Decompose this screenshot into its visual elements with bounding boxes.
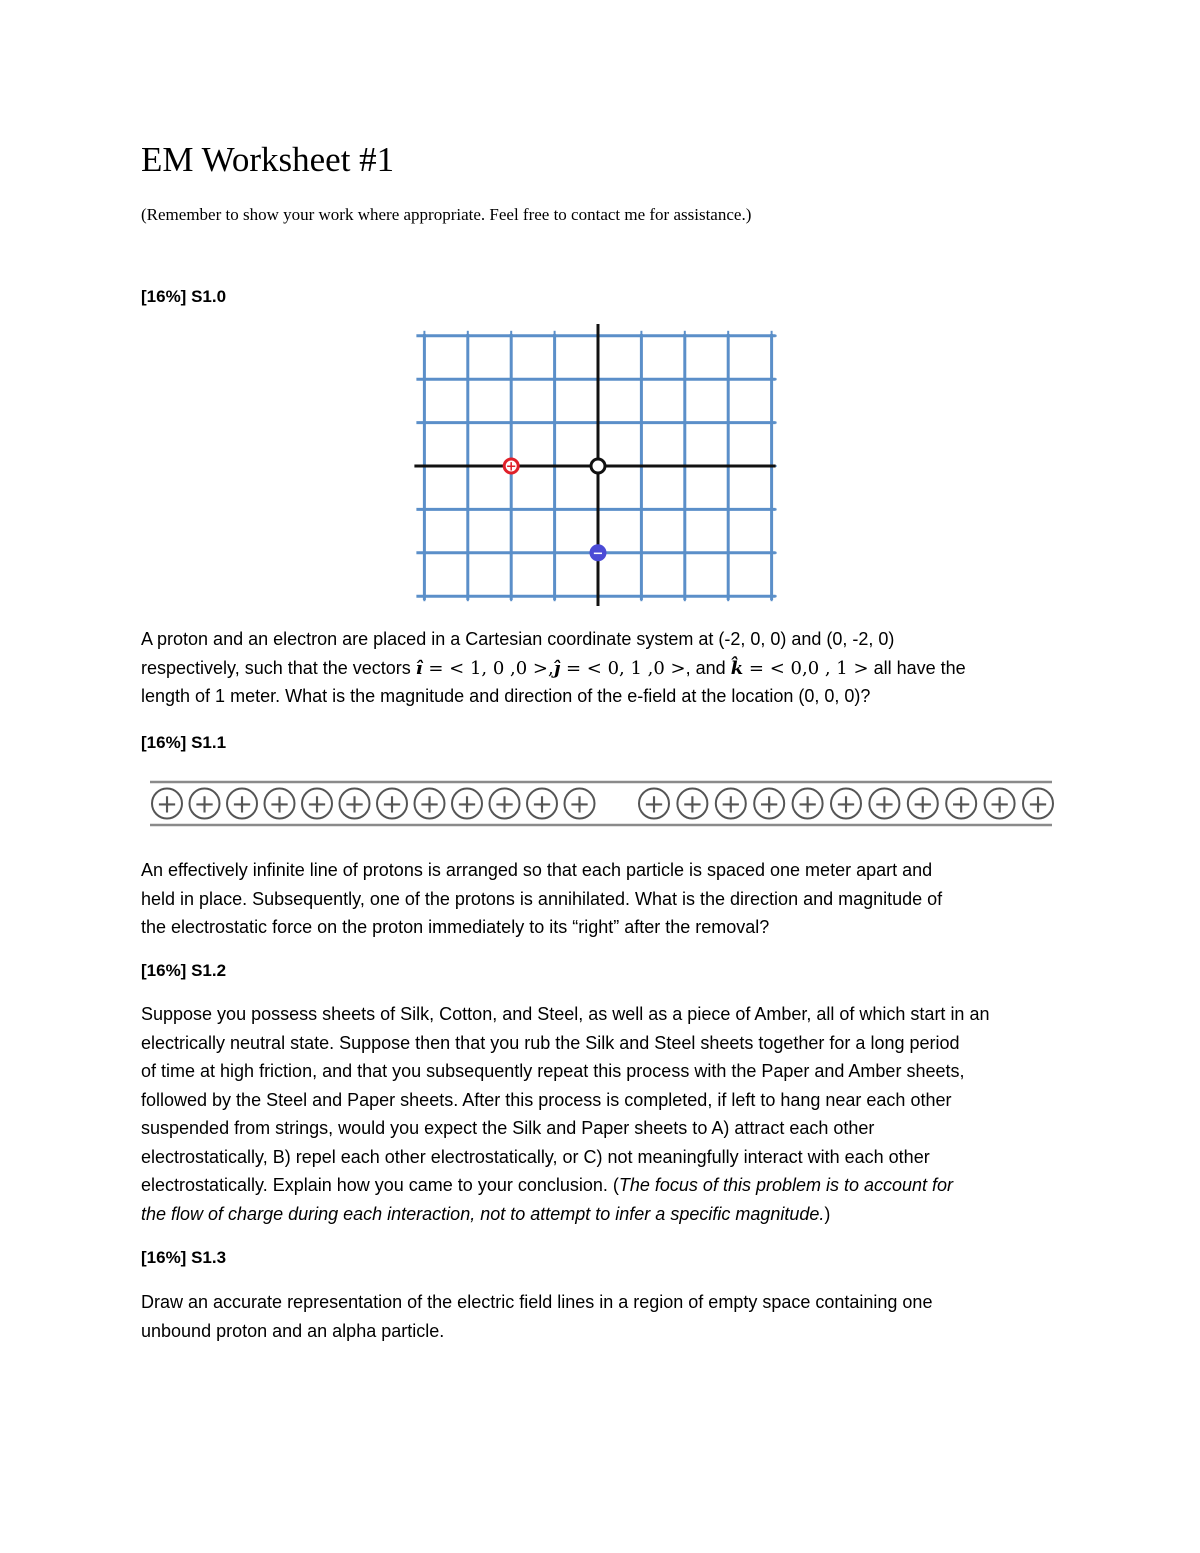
s13-line-1: Draw an accurate representation of the electric field lines in a region of empty space containing one — [141, 1292, 933, 1312]
line-proton-sign: + — [796, 789, 819, 820]
k-hat-symbol: k̂ — [730, 657, 744, 679]
s11-line-3: the electrostatic force on the proton immediately to its “right” after the removal? — [141, 917, 770, 937]
s12-text: electrostatically. Explain how you came to your conclusion. ( — [141, 1175, 619, 1195]
line-proton-sign: + — [531, 789, 553, 820]
line-proton-sign: + — [1027, 789, 1049, 820]
line-proton-sign: + — [758, 789, 781, 820]
origin-marker — [591, 459, 605, 473]
s11-question — [141, 856, 942, 942]
k-hat-vector: = < 0,0 , 1 > — [743, 657, 869, 679]
page-title: EM Worksheet #1 — [141, 140, 395, 179]
line-proton-sign: + — [835, 789, 857, 820]
s12-line-7 — [141, 1171, 989, 1200]
s13-heading: [16%] S1.3 — [141, 1248, 227, 1267]
j-hat-vector: = < 0, 1 ,0 > — [560, 657, 686, 679]
s12-line-2: electrically neutral state. Suppose then that you rub the Silk and Steel sheets together for a long period — [141, 1032, 960, 1053]
s12-line-8 — [141, 1200, 989, 1229]
s10-text: all have the — [868, 657, 966, 678]
line-proton-sign: + — [719, 789, 742, 820]
s12-line-4: followed by the Steel and Paper sheets. After this process is completed, if left to hang near each other — [141, 1089, 952, 1110]
s10-line-3: length of 1 meter. What is the magnitude and direction of the e-field at the location (0, 0, 0)? — [141, 686, 871, 706]
line-proton-sign: + — [343, 789, 366, 820]
line-proton-sign: + — [193, 789, 216, 820]
s12-heading: [16%] S1.2 — [141, 961, 227, 980]
line-proton-sign: + — [911, 789, 934, 820]
line-proton-sign: + — [231, 789, 253, 820]
line-proton-sign: + — [381, 789, 403, 820]
i-hat-symbol: ı̂ — [415, 657, 423, 679]
line-proton-sign: + — [493, 789, 516, 820]
s12-line-1: Suppose you possess sheets of Silk, Cotton, and Steel, as well as a piece of Amber, all of which start in an — [141, 1004, 990, 1024]
cartesian-grid-figure — [410, 322, 790, 610]
s12-line-6: electrostatically, B) repel each other electrostatically, or C) not meaningfully interact with each other — [141, 1146, 930, 1167]
line-proton-sign: + — [988, 789, 1011, 820]
s11-heading: [16%] S1.1 — [141, 733, 227, 752]
line-proton-sign: + — [268, 789, 291, 820]
s13-line-2: unbound proton and an alpha particle. — [141, 1320, 445, 1341]
s10-text: respectively, such that the vectors — [141, 657, 416, 678]
line-proton-sign: + — [418, 789, 441, 820]
s11-line-2: held in place. Subsequently, one of the protons is annihilated. What is the direction and magnitude of — [141, 888, 943, 909]
electron-sign: − — [592, 546, 604, 562]
s10-line-2 — [141, 654, 966, 683]
proton-row — [152, 789, 1053, 820]
line-proton-sign: + — [306, 789, 328, 820]
line-proton-sign: + — [568, 789, 591, 820]
line-proton-sign: + — [156, 789, 178, 820]
s10-heading: [16%] S1.0 — [141, 287, 227, 306]
instructions: (Remember to show your work where appropriate. Feel free to contact me for assistance.) — [141, 205, 752, 224]
line-proton-sign: + — [643, 789, 665, 820]
s12-question — [141, 1000, 989, 1228]
j-hat-symbol: ȷ̂ — [553, 657, 561, 679]
s12-italic-note: the flow of charge during each interaction, not to attempt to infer a specific magnitude. — [141, 1203, 825, 1224]
s10-text: , and — [685, 657, 731, 678]
line-proton-sign: + — [681, 789, 704, 820]
s10-question — [141, 625, 966, 711]
i-hat-vector: = < 1, 0 ,0 >, — [422, 657, 554, 679]
proton-sign: + — [505, 459, 517, 475]
s12-line-3: of time at high friction, and that you subsequently repeat this process with the Paper and Amber sheets, — [141, 1061, 965, 1081]
s12-line-5: suspended from strings, would you expect the Silk and Paper sheets to A) attract each other — [141, 1118, 875, 1138]
s10-line-1: A proton and an electron are placed in a Cartesian coordinate system at (-2, 0, 0) and (0, -2, 0) — [141, 629, 895, 649]
s13-question — [141, 1288, 932, 1345]
line-proton-sign: + — [950, 789, 973, 820]
s12-italic-note: The focus of this problem is to account for — [618, 1175, 954, 1195]
line-proton-sign: + — [456, 789, 478, 820]
s12-text: ) — [824, 1203, 831, 1224]
proton-line-figure — [140, 775, 1055, 830]
line-proton-sign: + — [873, 789, 896, 820]
s11-line-1: An effectively infinite line of protons is arranged so that each particle is spaced one meter apart and — [141, 860, 933, 880]
